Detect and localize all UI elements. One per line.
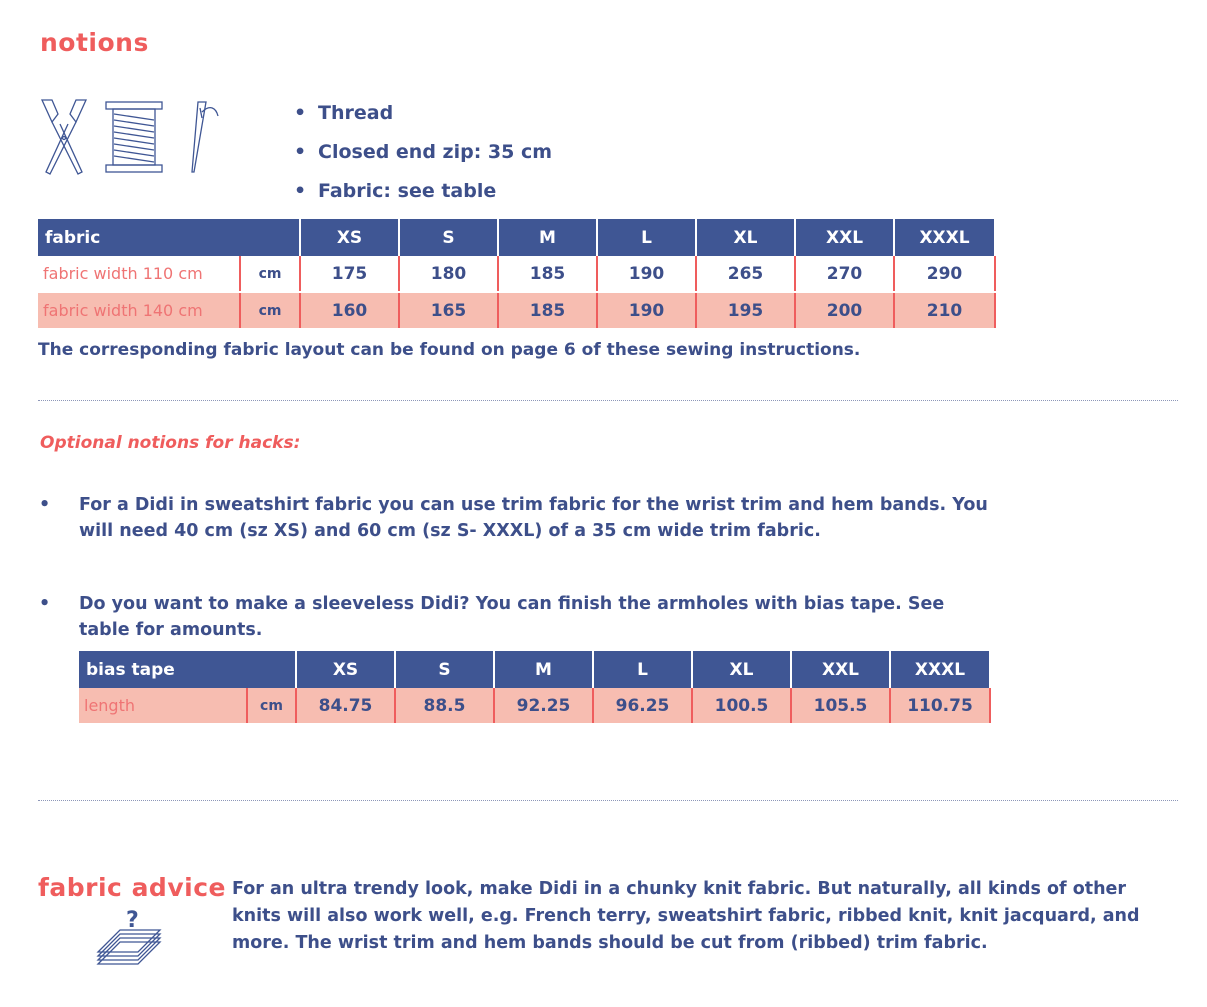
- layout-note: The corresponding fabric layout can be found on page 6 of these sewing instructions.: [38, 340, 861, 360]
- table-cell: 185: [498, 292, 597, 329]
- notions-list: [294, 101, 552, 218]
- table-cell: 92.25: [494, 688, 593, 724]
- hack-text: For a Didi in sweatshirt fabric you can use trim fabric for the wrist trim and hem bands. You will need 40 cm (sz XS) and 60 cm (sz S- XXXL) of a 35 cm wide trim fabric.: [79, 495, 988, 541]
- size-header: XS: [300, 219, 399, 256]
- table-header-label: fabric: [38, 219, 300, 256]
- table-cell: 110.75: [890, 688, 990, 724]
- table-cell: 265: [696, 256, 795, 292]
- row-label: fabric width 140 cm: [38, 292, 240, 329]
- size-header: S: [399, 219, 498, 256]
- advice-text: For an ultra trendy look, make Didi in a chunky knit fabric. But naturally, all kinds of other knits will also work well, e.g. French terry, sweatshirt fabric, ribbed knit, knit jacquard, and more. The wrist trim and hem bands should be cut from (ribbed) trim fabric.: [232, 879, 1140, 953]
- size-header: XXXL: [894, 219, 995, 256]
- table-row: [38, 256, 995, 292]
- table-cell: 105.5: [791, 688, 890, 724]
- unit-cell: cm: [240, 292, 300, 329]
- optional-heading: Optional notions for hacks:: [40, 433, 301, 453]
- hack-item: • Do you want to make a sleeveless Didi? You can finish the armholes with bias tape. See table for amounts.: [39, 594, 945, 640]
- unit-cell: cm: [240, 256, 300, 292]
- size-header: XL: [696, 219, 795, 256]
- thread-spool-icon: [104, 100, 164, 178]
- size-header: XXXL: [890, 651, 990, 688]
- table-cell: 200: [795, 292, 894, 329]
- size-header: L: [597, 219, 696, 256]
- table-cell: 210: [894, 292, 995, 329]
- size-header: XXL: [791, 651, 890, 688]
- question-mark: ?: [126, 908, 139, 933]
- table-cell: 88.5: [395, 688, 494, 724]
- page-title: notions: [40, 28, 149, 57]
- needle-icon: [180, 98, 222, 180]
- table-header-row: [38, 219, 995, 256]
- table-cell: 175: [300, 256, 399, 292]
- table-cell: 96.25: [593, 688, 692, 724]
- list-item: • Fabric: see table: [294, 180, 497, 202]
- table-cell: 270: [795, 256, 894, 292]
- table-cell: 195: [696, 292, 795, 329]
- table-row: [79, 688, 990, 724]
- advice-title: fabric advice: [38, 873, 226, 902]
- hack-item: • For a Didi in sweatshirt fabric you can use trim fabric for the wrist trim and hem bands. You will need 40 cm (sz XS) and 60 cm (sz S- XXXL) of a 35 cm wide trim fabric.: [39, 495, 988, 541]
- list-item: • Thread: [294, 102, 394, 124]
- size-header: L: [593, 651, 692, 688]
- divider: [38, 400, 1178, 401]
- size-header: M: [498, 219, 597, 256]
- list-item: • Closed end zip: 35 cm: [294, 141, 553, 163]
- hack-text: Do you want to make a sleeveless Didi? You can finish the armholes with bias tape. See table for amounts.: [79, 594, 945, 640]
- size-header: S: [395, 651, 494, 688]
- table-row: [38, 292, 995, 329]
- table-header-row: [79, 651, 990, 688]
- table-cell: 185: [498, 256, 597, 292]
- scissors-icon: [38, 98, 90, 180]
- size-header: XL: [692, 651, 791, 688]
- fabric-table: [38, 219, 996, 330]
- size-header: XXL: [795, 219, 894, 256]
- table-cell: 190: [597, 256, 696, 292]
- table-cell: 290: [894, 256, 995, 292]
- table-cell: 84.75: [296, 688, 395, 724]
- unit-cell: cm: [247, 688, 296, 724]
- divider: [38, 800, 1178, 801]
- fabric-question-icon: [96, 910, 164, 972]
- table-cell: 180: [399, 256, 498, 292]
- table-cell: 160: [300, 292, 399, 329]
- size-header: XS: [296, 651, 395, 688]
- row-label: length: [79, 688, 247, 724]
- table-cell: 190: [597, 292, 696, 329]
- table-cell: 100.5: [692, 688, 791, 724]
- table-header-label: bias tape: [79, 651, 296, 688]
- table-cell: 165: [399, 292, 498, 329]
- size-header: M: [494, 651, 593, 688]
- bias-tape-table: [79, 651, 991, 725]
- row-label: fabric width 110 cm: [38, 256, 240, 292]
